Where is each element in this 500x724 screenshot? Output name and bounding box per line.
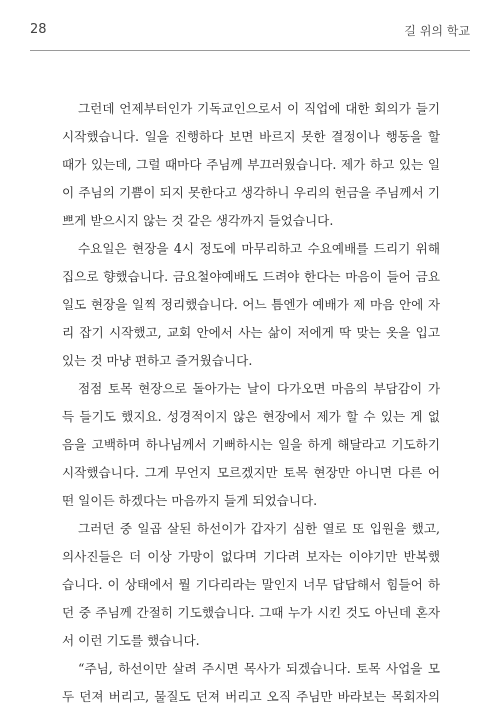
text-line: 시작했습니다. 그게 무언지 모르겠지만 토목 현장만 아니면 다른 어 (62, 465, 440, 480)
text-line: 시작했습니다. 일을 진행하다 보면 바르지 못한 결정이나 행동을 할 (62, 129, 440, 144)
text-line: 득 들기도 했지요. 성경적이지 않은 현장에서 제가 할 수 있는 게 없 (62, 409, 440, 424)
text-line: 의사진들은 더 이상 가망이 없다며 기다려 보자는 이야기만 반복했 (62, 549, 440, 564)
text-line: 이 주님의 기쁨이 되지 못한다고 생각하니 우리의 헌금을 주님께서 기 (62, 185, 440, 200)
body-text (62, 95, 440, 711)
text-line: 일도 현장을 일찍 정리했습니다. 어느 틈엔가 예배가 제 마음 안에 자 (62, 297, 440, 312)
running-title: 길 위의 학교 (404, 24, 470, 38)
paragraph (62, 375, 440, 515)
paragraph (62, 515, 440, 655)
text-line: 서 이런 기도를 했습니다. (62, 633, 200, 648)
running-header (30, 22, 470, 51)
paragraph (62, 655, 440, 711)
text-line: 리 잡기 시작했고, 교회 안에서 사는 삶이 저에게 딱 맞는 옷을 입고 (62, 325, 440, 340)
text-line: 때가 있는데, 그럴 때마다 주님께 부끄러웠습니다. 제가 하고 있는 일 (62, 157, 440, 172)
text-line: 점점 토목 현장으로 돌아가는 날이 다가오면 마음의 부담감이 가 (78, 381, 440, 396)
paragraph (62, 95, 440, 235)
text-line: 쁘게 받으시지 않는 것 같은 생각까지 들었습니다. (62, 213, 334, 228)
text-line: 음을 고백하며 하나님께서 기뻐하시는 일을 하게 해달라고 기도하기 (62, 437, 440, 452)
text-line: 집으로 향했습니다. 금요철야예배도 드려야 한다는 마음이 들어 금요 (62, 269, 440, 284)
page-number: 28 (30, 22, 47, 37)
text-line: 떤 일이든 하겠다는 마음까지 들게 되었습니다. (62, 493, 318, 508)
text-line: 그런데 언제부터인가 기독교인으로서 이 직업에 대한 회의가 들기 (78, 101, 440, 116)
text-line: 그러던 중 일곱 살된 하선이가 갑자기 심한 열로 또 입원을 했고, (78, 521, 440, 536)
text-line: 수요일은 현장을 4시 정도에 마무리하고 수요예배를 드리기 위해 (78, 241, 440, 256)
paragraph (62, 235, 440, 375)
text-line: “주님, 하선이만 살려 주시면 목사가 되겠습니다. 토목 사업을 모 (78, 661, 440, 676)
text-line: 두 던져 버리고, 물질도 던져 버리고 오직 주님만 바라보는 목회자의 (62, 689, 440, 704)
text-line: 습니다. 이 상태에서 뭘 기다리라는 말인지 너무 답답해서 힘들어 하 (62, 577, 440, 592)
text-line: 던 중 주님께 간절히 기도했습니다. 그때 누가 시킨 것도 아닌데 혼자 (62, 605, 440, 620)
text-line: 있는 것 마냥 편하고 즐거웠습니다. (62, 353, 253, 368)
